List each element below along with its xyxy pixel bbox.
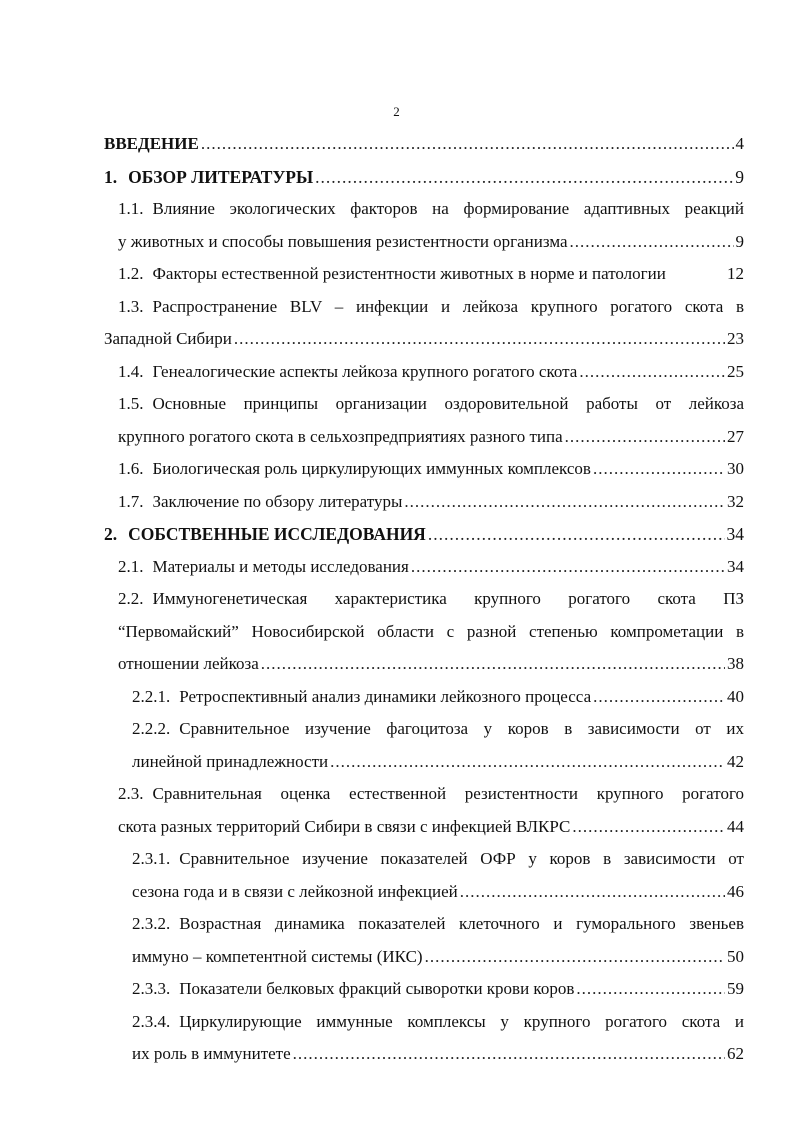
dot-leader	[315, 161, 733, 194]
toc-entry-2-2-1[interactable]	[104, 681, 744, 714]
toc-page-number: 42	[727, 751, 744, 771]
toc-entry-number: 2.	[104, 524, 118, 544]
toc-page-number: 25	[727, 361, 744, 381]
toc-entry-title: Факторы естественной резистентности животных в норме и патологии	[152, 264, 666, 283]
toc-entry-number: 1.4.	[118, 361, 144, 381]
toc-entry-introduction[interactable]	[104, 128, 744, 161]
toc-page-number: 62	[727, 1044, 744, 1063]
toc-page-number: 59	[727, 979, 744, 998]
toc-page-number: 44	[727, 816, 744, 836]
toc-entry-number: 1.3.	[118, 296, 144, 316]
toc-entry-2-3-4[interactable]	[104, 1006, 744, 1071]
toc-entry-number: 1.2.	[118, 264, 144, 283]
toc-entry-number: 2.3.1.	[132, 849, 171, 868]
toc-page-number: 30	[727, 459, 744, 478]
toc-entry-2-3-3[interactable]	[104, 973, 744, 1006]
toc-entry-number: 2.2.2.	[132, 719, 171, 738]
toc-entry-number: 1.6.	[118, 459, 144, 478]
toc-entry-title-line-1: Сравнительное изучение фагоцитоза у коров в зависимости от их	[179, 719, 744, 738]
toc-entry-1-7[interactable]	[104, 486, 744, 519]
toc-entry-title: Биологическая роль циркулирующих иммунных комплексов	[152, 459, 591, 478]
toc-page-number: 40	[727, 686, 744, 706]
toc-entry-number: 2.3.3.	[132, 979, 171, 998]
toc-page-number: 34	[726, 524, 744, 544]
dot-leader	[428, 518, 725, 551]
toc-entry-2-2-2[interactable]	[104, 713, 744, 778]
page-number: 2	[393, 104, 400, 119]
toc-page-number: 38	[727, 654, 744, 673]
dot-leader	[293, 1038, 725, 1071]
toc-entry-2-3-1[interactable]	[104, 843, 744, 908]
toc-entry-number: 2.2.1.	[132, 686, 171, 706]
toc-entry-number: 1.7.	[118, 491, 144, 511]
toc-entry-title: Заключение по обзору литературы	[152, 491, 403, 511]
toc-entry-title-line-2: их роль в иммунитете	[132, 1044, 291, 1063]
dot-leader	[330, 746, 725, 779]
toc-entry-title-line-2: Западной Сибири	[104, 329, 232, 348]
toc-entry-title: Ретроспективный анализ динамики лейкозного процесса	[179, 686, 592, 706]
toc-entry-title: Материалы и методы исследования	[152, 556, 409, 576]
toc-entry-chapter-1[interactable]	[104, 161, 744, 194]
toc-page-number: 46	[727, 881, 744, 901]
toc-page-number: 27	[727, 426, 744, 446]
toc-entry-2-3-2[interactable]	[104, 908, 744, 973]
dot-leader	[201, 128, 734, 161]
toc-page-number: 34	[727, 556, 744, 576]
toc-entry-title-line-1: Основные принципы организации оздоровительной работы от лейкоза	[152, 394, 744, 413]
toc-entry-number: 2.2.	[118, 589, 144, 608]
table-of-contents	[104, 128, 744, 1071]
dot-leader	[411, 551, 725, 584]
toc-page-number: 9	[735, 166, 744, 187]
toc-entry-title-line-2: у животных и способы повышения резистентности организма	[118, 231, 568, 251]
toc-entry-title-line-1: Циркулирующие иммунные комплексы у крупного рогатого скота и	[179, 1011, 744, 1031]
toc-page-number: 32	[727, 491, 744, 511]
dot-leader	[425, 941, 725, 974]
dot-leader	[572, 811, 725, 844]
toc-entry-number: 2.3.4.	[132, 1011, 171, 1031]
toc-entry-number: 1.	[104, 166, 118, 187]
toc-page-number: 23	[727, 329, 744, 348]
toc-entry-title-line-1: Иммуногенетическая характеристика крупного рогатого скота ПЗ	[152, 589, 744, 608]
toc-entry-1-4[interactable]	[104, 356, 744, 389]
dot-leader	[234, 323, 725, 356]
toc-entry-title-line-1: Влияние экологических факторов на формирование адаптивных реакций	[152, 199, 744, 218]
toc-entry-title: ОБЗОР ЛИТЕРАТУРЫ	[128, 166, 314, 187]
toc-entry-title-line-2: скота разных территорий Сибири в связи с инфекцией ВЛКРС	[118, 816, 571, 836]
dot-leader	[565, 421, 725, 454]
toc-entry-1-6[interactable]	[104, 453, 744, 486]
dot-leader	[460, 876, 725, 909]
toc-entry-title: Показатели белковых фракций сыворотки крови коров	[179, 979, 575, 998]
toc-entry-title: ВВЕДЕНИЕ	[104, 134, 199, 153]
dot-leader	[576, 973, 725, 1006]
dot-leader	[579, 356, 725, 389]
toc-entry-2-1[interactable]	[104, 551, 744, 584]
dot-leader	[404, 486, 725, 519]
toc-page-number: 50	[727, 946, 744, 966]
toc-page-number: 4	[735, 134, 744, 153]
toc-entry-1-5[interactable]	[104, 388, 744, 453]
toc-entry-title-line-2: линейной принадлежности	[132, 751, 329, 771]
toc-entry-number: 2.3.2.	[132, 914, 171, 933]
toc-entry-title-line-1: Распространение BLV – инфекции и лейкоза крупного рогатого скота в	[152, 296, 744, 316]
toc-entry-number: 2.1.	[118, 556, 144, 576]
toc-entry-title-line-1: Возрастная динамика показателей клеточного и гуморального звеньев	[179, 914, 744, 933]
toc-entry-title-line-2: сезона года и в связи с лейкозной инфекцией	[132, 881, 458, 901]
dot-leader	[261, 648, 725, 681]
toc-entry-title-line-2: иммуно – компетентной системы (ИКС)	[132, 946, 423, 966]
toc-entry-title-line-1: Сравнительное изучение показателей ОФР у коров в зависимости от	[179, 849, 744, 868]
toc-page-number: 9	[735, 231, 744, 251]
toc-entry-title: Генеалогические аспекты лейкоза крупного рогатого скота	[152, 361, 578, 381]
toc-entry-title-line-3: отношении лейкоза	[118, 654, 259, 673]
toc-entry-2-3[interactable]	[104, 778, 744, 843]
dot-leader	[593, 453, 725, 486]
toc-entry-1-2[interactable]	[104, 258, 744, 291]
toc-entry-1-1[interactable]	[104, 193, 744, 258]
toc-entry-2-2[interactable]	[104, 583, 744, 681]
toc-entry-title-line-2: крупного рогатого скота в сельхозпредприятиях разного типа	[118, 426, 563, 446]
toc-entry-chapter-2[interactable]	[104, 518, 744, 551]
toc-entry-title-line-2: “Первомайский” Новосибирской области с разной степенью компрометации в	[118, 621, 744, 641]
toc-entry-number: 1.1.	[118, 199, 144, 218]
dot-leader	[570, 226, 734, 259]
toc-entry-1-3[interactable]	[104, 291, 744, 356]
toc-entry-number: 1.5.	[118, 394, 144, 413]
toc-page-number: 12	[727, 264, 744, 283]
toc-entry-number: 2.3.	[118, 784, 144, 803]
dot-leader	[593, 681, 725, 714]
toc-entry-title-line-1: Сравнительная оценка естественной резистентности крупного рогатого	[152, 784, 744, 803]
toc-entry-title: СОБСТВЕННЫЕ ИССЛЕДОВАНИЯ	[128, 524, 426, 544]
